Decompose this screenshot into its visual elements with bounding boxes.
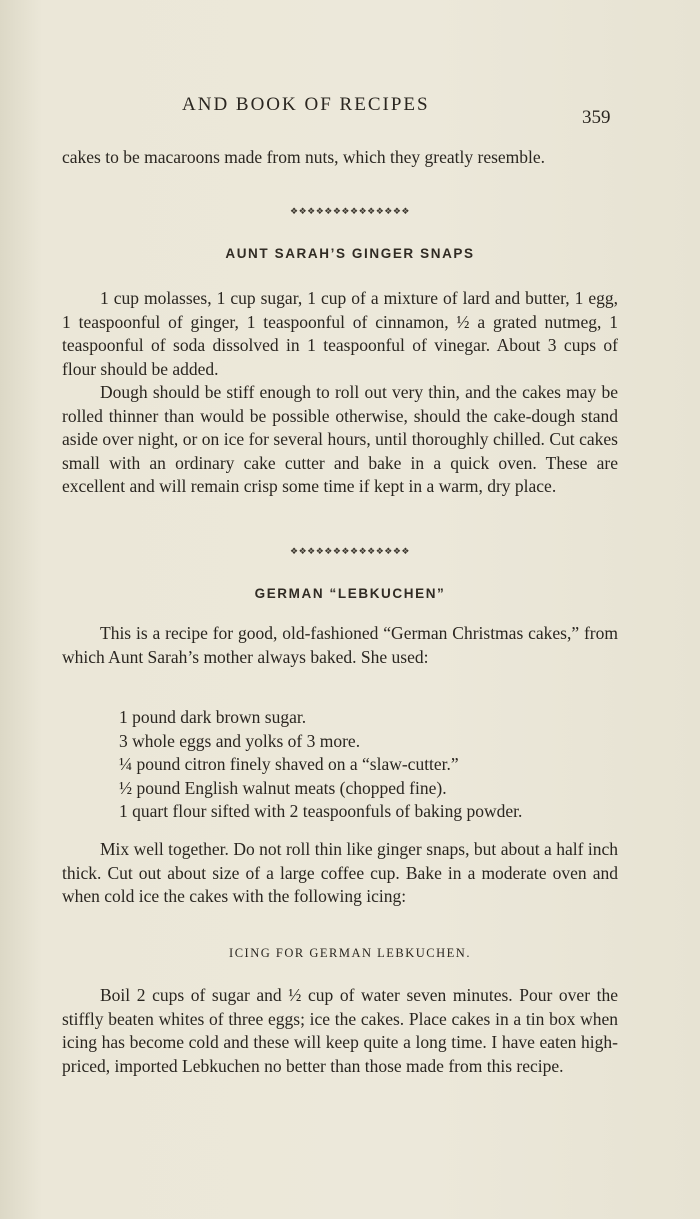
intro-paragraph	[62, 146, 618, 170]
ginger-snaps-method: Dough should be stiff enough to roll out very thin, and the cakes may be rolled thinner than would be possible otherwise, should the cake-dough stand aside over night, or on ice for several hours, until thoroughly chilled. Cut cakes small with an ordinary cake cutter and bake in a quick oven. These are excellent and will remain crisp some time if kept in a warm, dry place.	[62, 382, 618, 496]
ingredient-item: 1 quart flour sifted with 2 teaspoonfuls of baking powder.	[119, 801, 523, 821]
ginger-snaps-body	[62, 287, 618, 499]
ginger-snaps-ingredients: 1 cup molasses, 1 cup sugar, 1 cup of a mixture of lard and butter, 1 egg, 1 teaspoonful of ginger, 1 teaspoonful of cinnamon, ½ a grated nutmeg, 1 teaspoonful of soda dissolved in 1 teaspoonful of vinegar. About 3 cups of flour should be added.	[62, 288, 618, 379]
lebkuchen-method	[62, 838, 618, 909]
ornament-divider-1: ❖❖❖❖❖❖❖❖❖❖❖❖❖❖	[290, 206, 410, 216]
lebkuchen-intro-text: This is a recipe for good, old-fashioned “German Christmas cakes,” from which Aunt Sarah’s mother always baked. She used:	[62, 623, 618, 667]
ingredient-item: 3 whole eggs and yolks of 3 more.	[119, 730, 361, 751]
page-number: 359	[582, 107, 611, 128]
lebkuchen-ingredient-list	[119, 706, 639, 824]
icing-body	[62, 984, 618, 1078]
icing-text: Boil 2 cups of sugar and ½ cup of water seven minutes. Pour over the stiffly beaten whites of three eggs; ice the cakes. Place cakes in a tin box when icing has become cold and these will keep quite a long time. I have eaten high-priced, imported Lebkuchen no better than those made from this recipe.	[62, 985, 618, 1076]
running-title: AND BOOK OF RECIPES	[182, 94, 430, 115]
intro-text: cakes to be macaroons made from nuts, which they greatly resemble.	[62, 147, 546, 167]
lebkuchen-title: GERMAN “LEBKUCHEN”	[254, 586, 446, 601]
lebkuchen-intro	[62, 622, 618, 669]
lebkuchen-method-text: Mix well together. Do not roll thin like ginger snaps, but about a half inch thick. Cut out about size of a large coffee cup. Bake in a moderate oven and when cold ice the cakes with the following icing:	[62, 839, 618, 906]
icing-title: ICING FOR GERMAN LEBKUCHEN.	[229, 946, 471, 960]
ingredient-item: ¼ pound citron finely shaved on a “slaw-cutter.”	[119, 754, 459, 774]
ginger-snaps-title: AUNT SARAH’S GINGER SNAPS	[225, 246, 475, 261]
ornament-divider-2: ❖❖❖❖❖❖❖❖❖❖❖❖❖❖	[290, 546, 410, 556]
ingredient-item: ½ pound English walnut meats (chopped fine).	[119, 777, 447, 798]
ingredient-item: 1 pound dark brown sugar.	[119, 707, 307, 727]
